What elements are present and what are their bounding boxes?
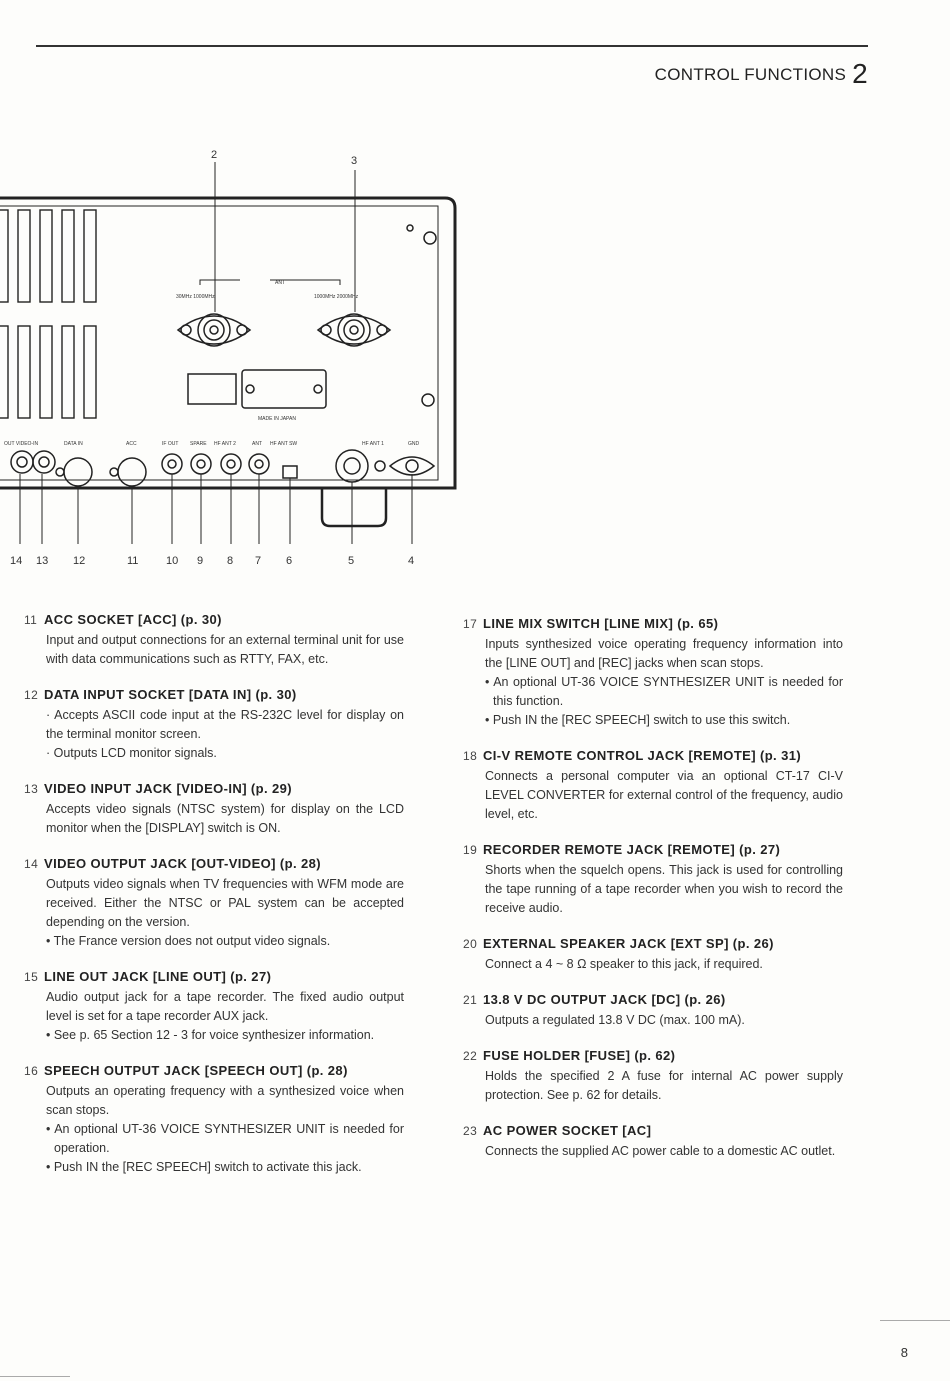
item-title: AC POWER SOCKET [AC] xyxy=(483,1123,652,1138)
item-title: VIDEO OUTPUT JACK [OUT-VIDEO] (p. 28) xyxy=(44,856,321,871)
page-header xyxy=(655,58,868,90)
item-number: 16 xyxy=(24,1064,39,1078)
panel-jack-label: GND xyxy=(408,441,420,447)
item-text: Shorts when the squelch opens. This jack is used for controlling the tape running of a tape recorder when you wish to record the receive audio. xyxy=(485,863,843,915)
item-external-speaker-jack xyxy=(463,936,843,974)
page-number: 8 xyxy=(900,1345,908,1360)
item-acc-socket xyxy=(24,612,404,669)
callout-11: 11 xyxy=(127,555,139,567)
item-title: LINE MIX SWITCH [LINE MIX] (p. 65) xyxy=(483,616,719,631)
item-video-output-jack xyxy=(24,856,404,951)
item-bullet: • The France version does not output video signals. xyxy=(46,934,331,948)
panel-jack-label: IF OUT xyxy=(162,441,179,447)
item-number: 22 xyxy=(463,1049,478,1063)
item-title: CI-V REMOTE CONTROL JACK [REMOTE] (p. 31) xyxy=(483,748,802,763)
item-text: Inputs synthesized voice operating frequency information into the [LINE OUT] and [REC] jacks when scan stops. xyxy=(485,637,843,670)
panel-label-range2: 1000MHz 2000MHz xyxy=(314,294,359,300)
item-number: 15 xyxy=(24,970,39,984)
item-number: 18 xyxy=(463,749,478,763)
item-bullet: • Push IN the [REC SPEECH] switch to use this switch. xyxy=(485,713,791,727)
panel-jack-label: HF ANT SW xyxy=(270,441,298,447)
item-number: 12 xyxy=(24,688,39,702)
item-text: Accepts video signals (NTSC system) for display on the LCD monitor when the [DISPLAY] switch is ON. xyxy=(46,802,404,835)
item-title: FUSE HOLDER [FUSE] (p. 62) xyxy=(483,1048,676,1063)
panel-jack-label: ANT xyxy=(252,441,262,447)
item-number: 17 xyxy=(463,617,478,631)
item-title: VIDEO INPUT JACK [VIDEO-IN] (p. 29) xyxy=(44,781,293,796)
bottom-rule xyxy=(0,1376,70,1377)
item-title: DATA INPUT SOCKET [DATA IN] (p. 30) xyxy=(44,687,297,702)
callout-14: 14 xyxy=(10,555,23,567)
item-number: 13 xyxy=(24,782,39,796)
callout-8: 8 xyxy=(227,555,234,567)
item-number: 14 xyxy=(24,857,39,871)
item-text: Outputs video signals when TV frequencies with WFM mode are received. Either the NTSC or PAL system can be accepted depending on the version. xyxy=(46,877,404,929)
left-column xyxy=(24,612,404,1195)
item-title: EXTERNAL SPEAKER JACK [EXT SP] (p. 26) xyxy=(483,936,774,951)
item-data-input-socket xyxy=(24,687,404,763)
item-title: LINE OUT JACK [LINE OUT] (p. 27) xyxy=(44,969,272,984)
chapter-number: 2 xyxy=(852,58,868,89)
header-rule xyxy=(36,45,868,47)
item-number: 23 xyxy=(463,1124,478,1138)
item-text: Outputs an operating frequency with a synthesized voice when scan stops. xyxy=(46,1084,404,1117)
item-bullet: • An optional UT-36 VOICE SYNTHESIZER UNIT is needed for this function. xyxy=(485,675,843,708)
item-number: 20 xyxy=(463,937,478,951)
panel-label-made-in: MADE IN JAPAN xyxy=(258,416,296,422)
rear-panel-diagram xyxy=(0,140,470,580)
item-title: SPEECH OUTPUT JACK [SPEECH OUT] (p. 28) xyxy=(44,1063,348,1078)
item-title: ACC SOCKET [ACC] (p. 30) xyxy=(44,612,222,627)
item-fuse-holder xyxy=(463,1048,843,1105)
item-title: RECORDER REMOTE JACK [REMOTE] (p. 27) xyxy=(483,842,781,857)
header-title: CONTROL FUNCTIONS xyxy=(654,65,847,84)
item-text: Outputs a regulated 13.8 V DC (max. 100 mA). xyxy=(485,1013,745,1027)
item-text: · Outputs LCD monitor signals. xyxy=(46,746,217,760)
panel-jack-label: ACC xyxy=(126,441,137,447)
panel-jack-label: SPARE xyxy=(190,441,207,447)
callout-3: 3 xyxy=(351,155,358,167)
item-recorder-remote-jack xyxy=(463,842,843,918)
callout-4: 4 xyxy=(408,555,415,567)
item-bullet: • See p. 65 Section 12 - 3 for voice synthesizer information. xyxy=(46,1028,375,1042)
item-text: Connects a personal computer via an optional CT-17 CI-V LEVEL CONVERTER for external control of the frequency, audio level, etc. xyxy=(485,769,843,821)
callout-5: 5 xyxy=(348,555,355,567)
item-dc-output-jack xyxy=(463,992,843,1030)
callout-9: 9 xyxy=(197,555,204,567)
callout-7: 7 xyxy=(255,555,262,567)
item-line-mix-switch xyxy=(463,616,843,730)
item-number: 11 xyxy=(24,613,38,627)
callout-13: 13 xyxy=(36,555,49,567)
panel-label-range1: 30MHz 1000MHz xyxy=(176,294,215,300)
item-text: Audio output jack for a tape recorder. The fixed audio output level is set for a tape recorder AUX jack. xyxy=(46,990,404,1023)
panel-jack-label: HF ANT 1 xyxy=(362,441,384,447)
right-column xyxy=(463,616,843,1179)
item-text: · Accepts ASCII code input at the RS-232C level for display on the terminal monitor screen. xyxy=(46,708,404,741)
panel-label-ant: ANT xyxy=(275,280,285,286)
item-bullet: • An optional UT-36 VOICE SYNTHESIZER UNIT is needed for operation. xyxy=(46,1122,404,1155)
item-text: Connects the supplied AC power cable to a domestic AC outlet. xyxy=(485,1144,836,1158)
item-text: Input and output connections for an external terminal unit for use with data communications such as RTTY, FAX, etc. xyxy=(46,633,404,666)
item-number: 21 xyxy=(463,993,478,1007)
item-line-out-jack xyxy=(24,969,404,1045)
item-text: Holds the specified 2 A fuse for internal AC power supply protection. See p. 62 for details. xyxy=(485,1069,843,1102)
panel-jack-label: OUT VIDEO-IN xyxy=(4,441,39,447)
item-speech-output-jack xyxy=(24,1063,404,1177)
item-text: Connect a 4 ~ 8 Ω speaker to this jack, if required. xyxy=(485,957,763,971)
panel-jack-label: DATA IN xyxy=(64,441,83,447)
item-civ-remote-jack xyxy=(463,748,843,824)
callout-10: 10 xyxy=(166,555,179,567)
item-video-input-jack xyxy=(24,781,404,838)
item-ac-power-socket xyxy=(463,1123,843,1161)
panel-jack-label: HF ANT 2 xyxy=(214,441,236,447)
callout-6: 6 xyxy=(286,555,293,567)
item-title: 13.8 V DC OUTPUT JACK [DC] (p. 26) xyxy=(483,992,726,1007)
page-rule xyxy=(880,1320,950,1321)
item-bullet: • Push IN the [REC SPEECH] switch to activate this jack. xyxy=(46,1160,362,1174)
callout-12: 12 xyxy=(73,555,86,567)
item-number: 19 xyxy=(463,843,478,857)
callout-2: 2 xyxy=(211,149,218,161)
